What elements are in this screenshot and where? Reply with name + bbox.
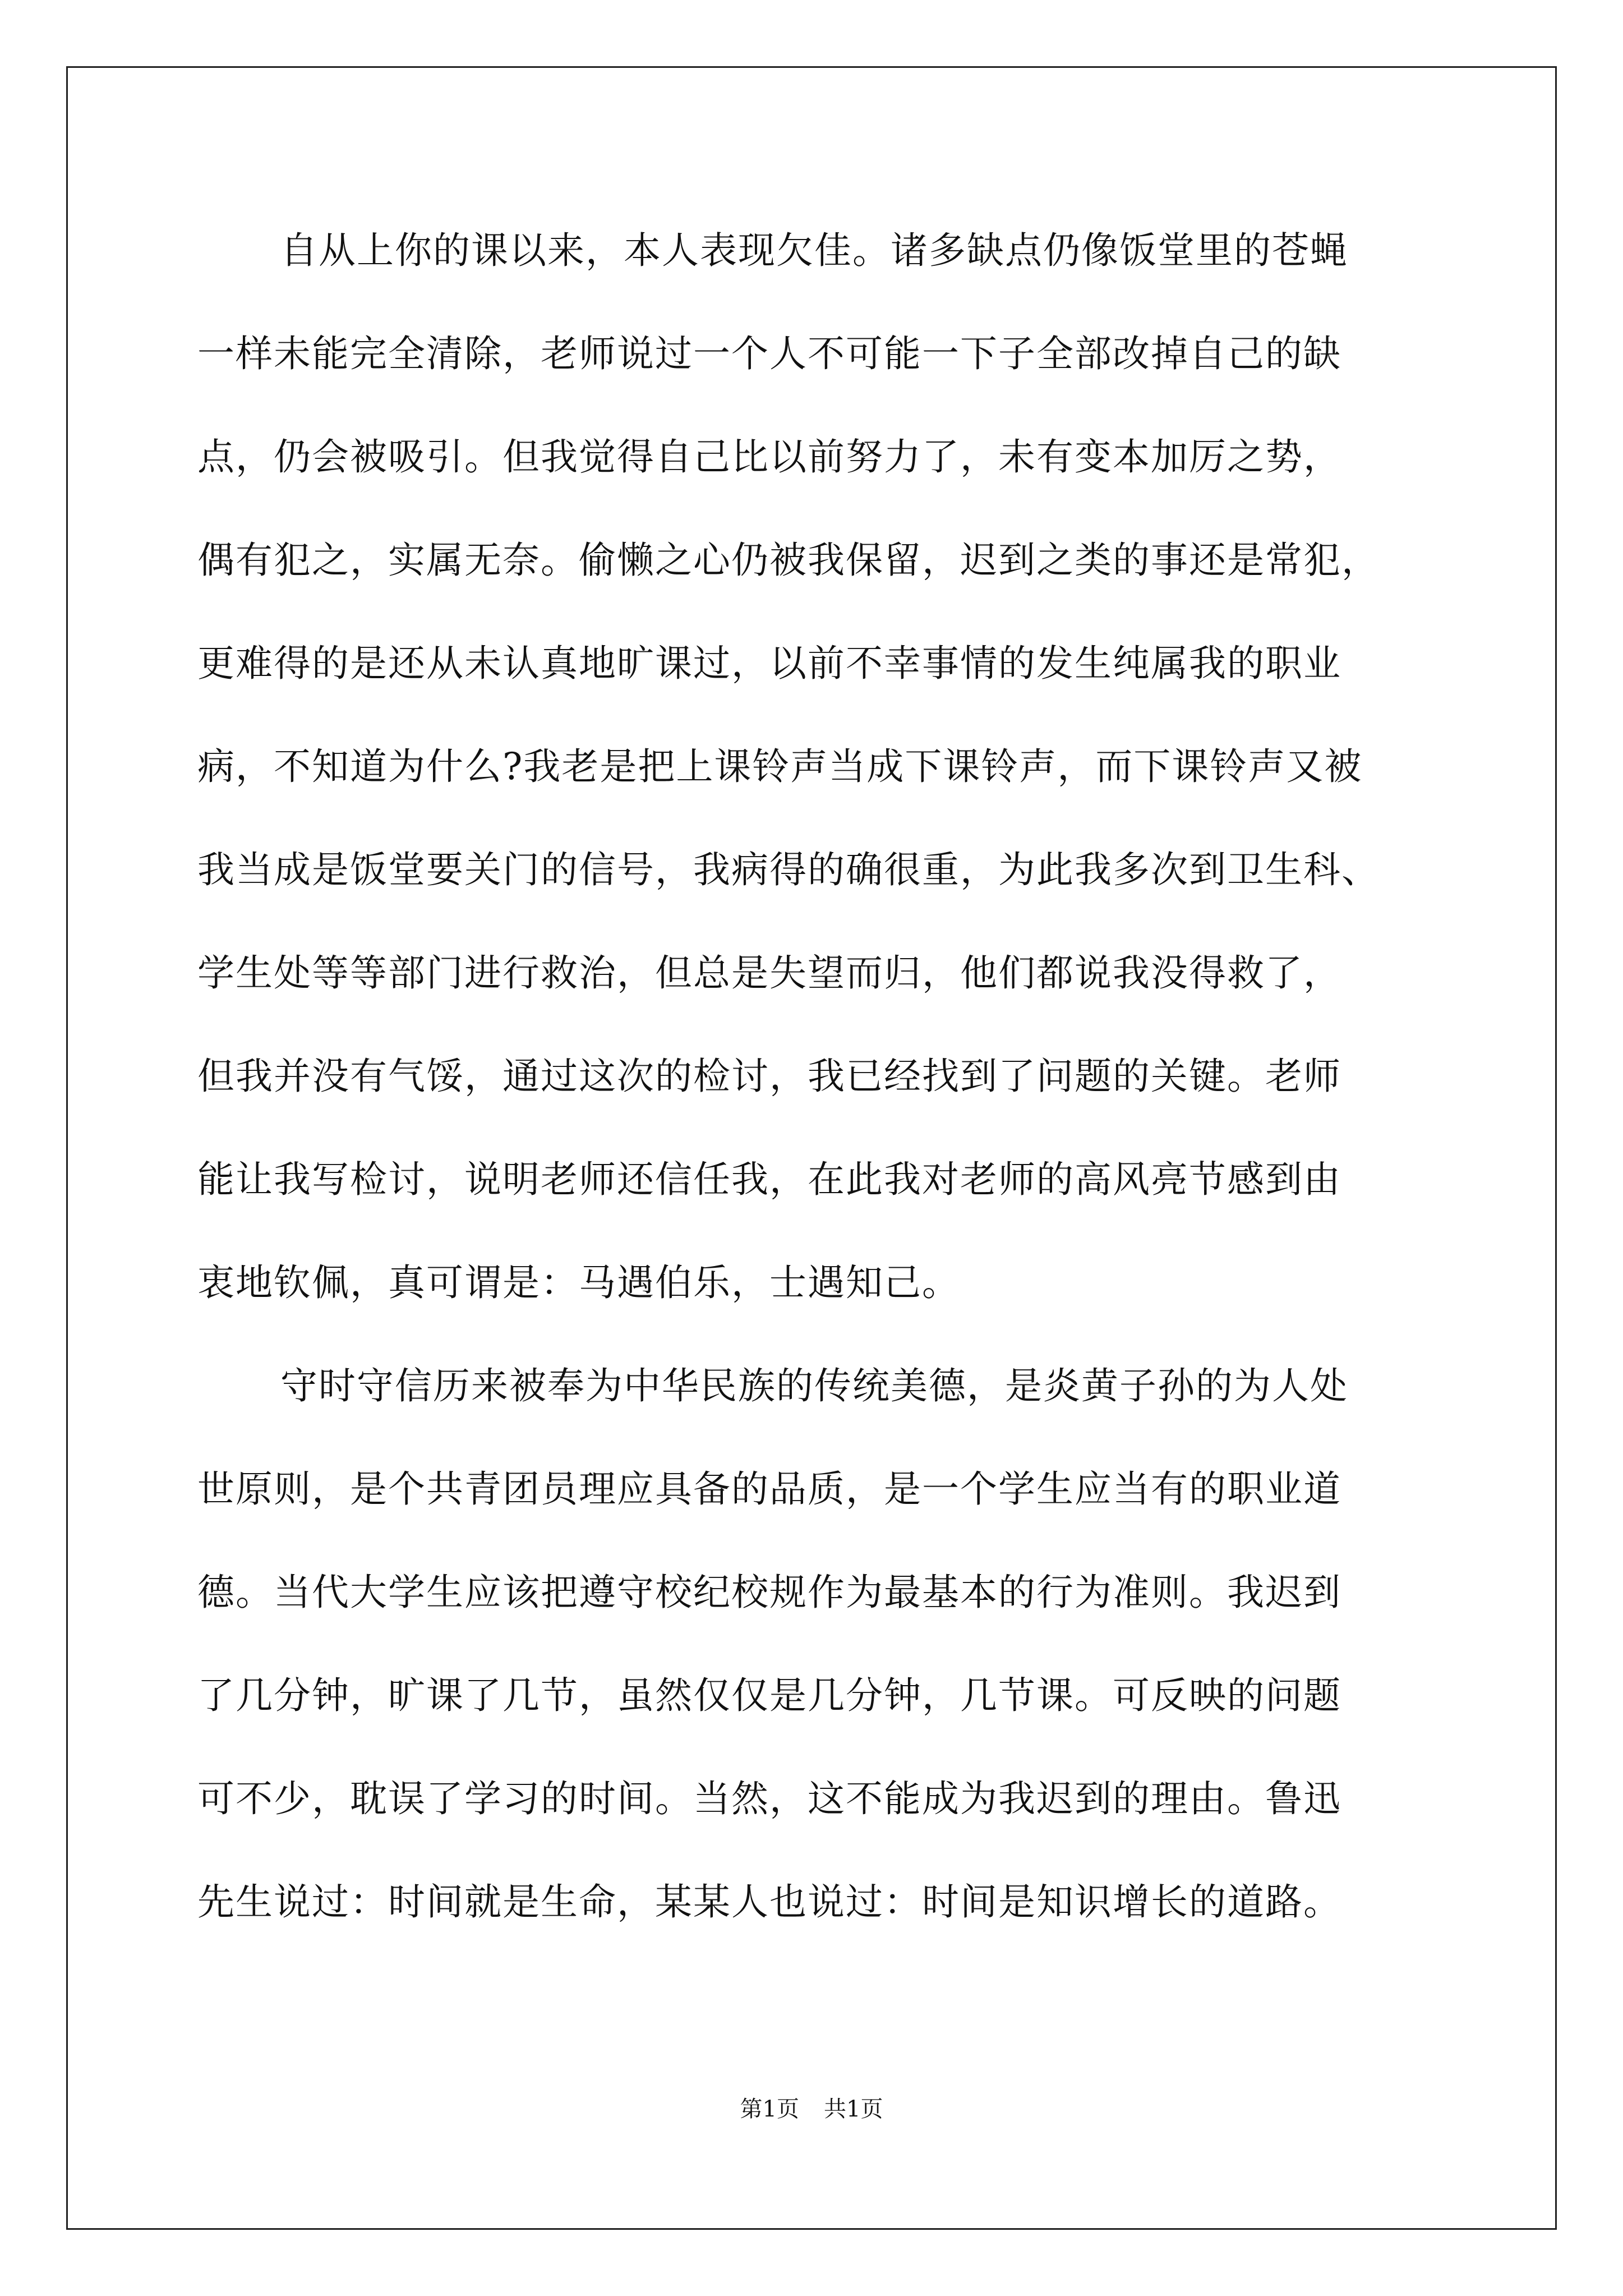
paragraph-2-line-3: 德。当代大学生应该把遵守校纪校规作为最基本的行为准则。我迟到 [197,1571,1341,1614]
paragraph-1-line-11: 衷地钦佩，真可谓是：马遇伯乐，士遇知己。 [197,1261,960,1304]
paragraph-1-line-4: 偶有犯之，实属无奈。偷懒之心仍被我保留，迟到之类的事还是常犯， [197,539,1380,582]
paragraph-2-line-4: 了几分钟，旷课了几节，虽然仅仅是几分钟，几节课。可反映的问题 [197,1674,1341,1717]
page-number: 第1页 [740,2096,799,2122]
paragraph-2-line-2: 世原则，是个共青团员理应具备的品质，是一个学生应当有的职业道 [197,1467,1341,1511]
paragraph-1-line-9: 但我并没有气馁，通过这次的检讨，我已经找到了问题的关键。老师 [197,1055,1341,1098]
paragraph-1-line-8: 学生处等等部门进行救治，但总是失望而归，他们都说我没得救了， [197,951,1341,995]
paragraph-2-line-1: 守时守信历来被奉为中华民族的传统美德，是炎黄子孙的为人处 [280,1364,1348,1407]
paragraph-1-line-10: 能让我写检讨，说明老师还信任我，在此我对老师的高风亮节感到由 [197,1158,1341,1201]
paragraph-1-line-2: 一样未能完全清除，老师说过一个人不可能一下子全部改掉自己的缺 [197,332,1341,375]
paragraph-2-line-6: 先生说过：时间就是生命，某某人也说过：时间是知识增长的道路。 [197,1880,1341,1924]
paragraph-2-line-5: 可不少，耽误了学习的时间。当然，这不能成为我迟到的理由。鲁迅 [197,1777,1341,1820]
paragraph-1-line-5: 更难得的是还从未认真地旷课过，以前不幸事情的发生纯属我的职业 [197,642,1341,685]
document-body [197,220,1420,1975]
paragraph-1-line-1: 自从上你的课以来，本人表现欠佳。诸多缺点仍像饭堂里的苍蝇 [280,229,1348,272]
paragraph-1-line-3: 点，仍会被吸引。但我觉得自己比以前努力了，未有变本加厉之势， [197,435,1341,478]
page-footer [0,2092,1623,2126]
paragraph-1-line-6: 病，不知道为什么?我老是把上课铃声当成下课铃声，而下课铃声又被 [197,745,1363,788]
page-total: 共1页 [824,2096,883,2122]
paragraph-1-line-7: 我当成是饭堂要关门的信号，我病得的确很重，为此我多次到卫生科、 [197,848,1380,891]
